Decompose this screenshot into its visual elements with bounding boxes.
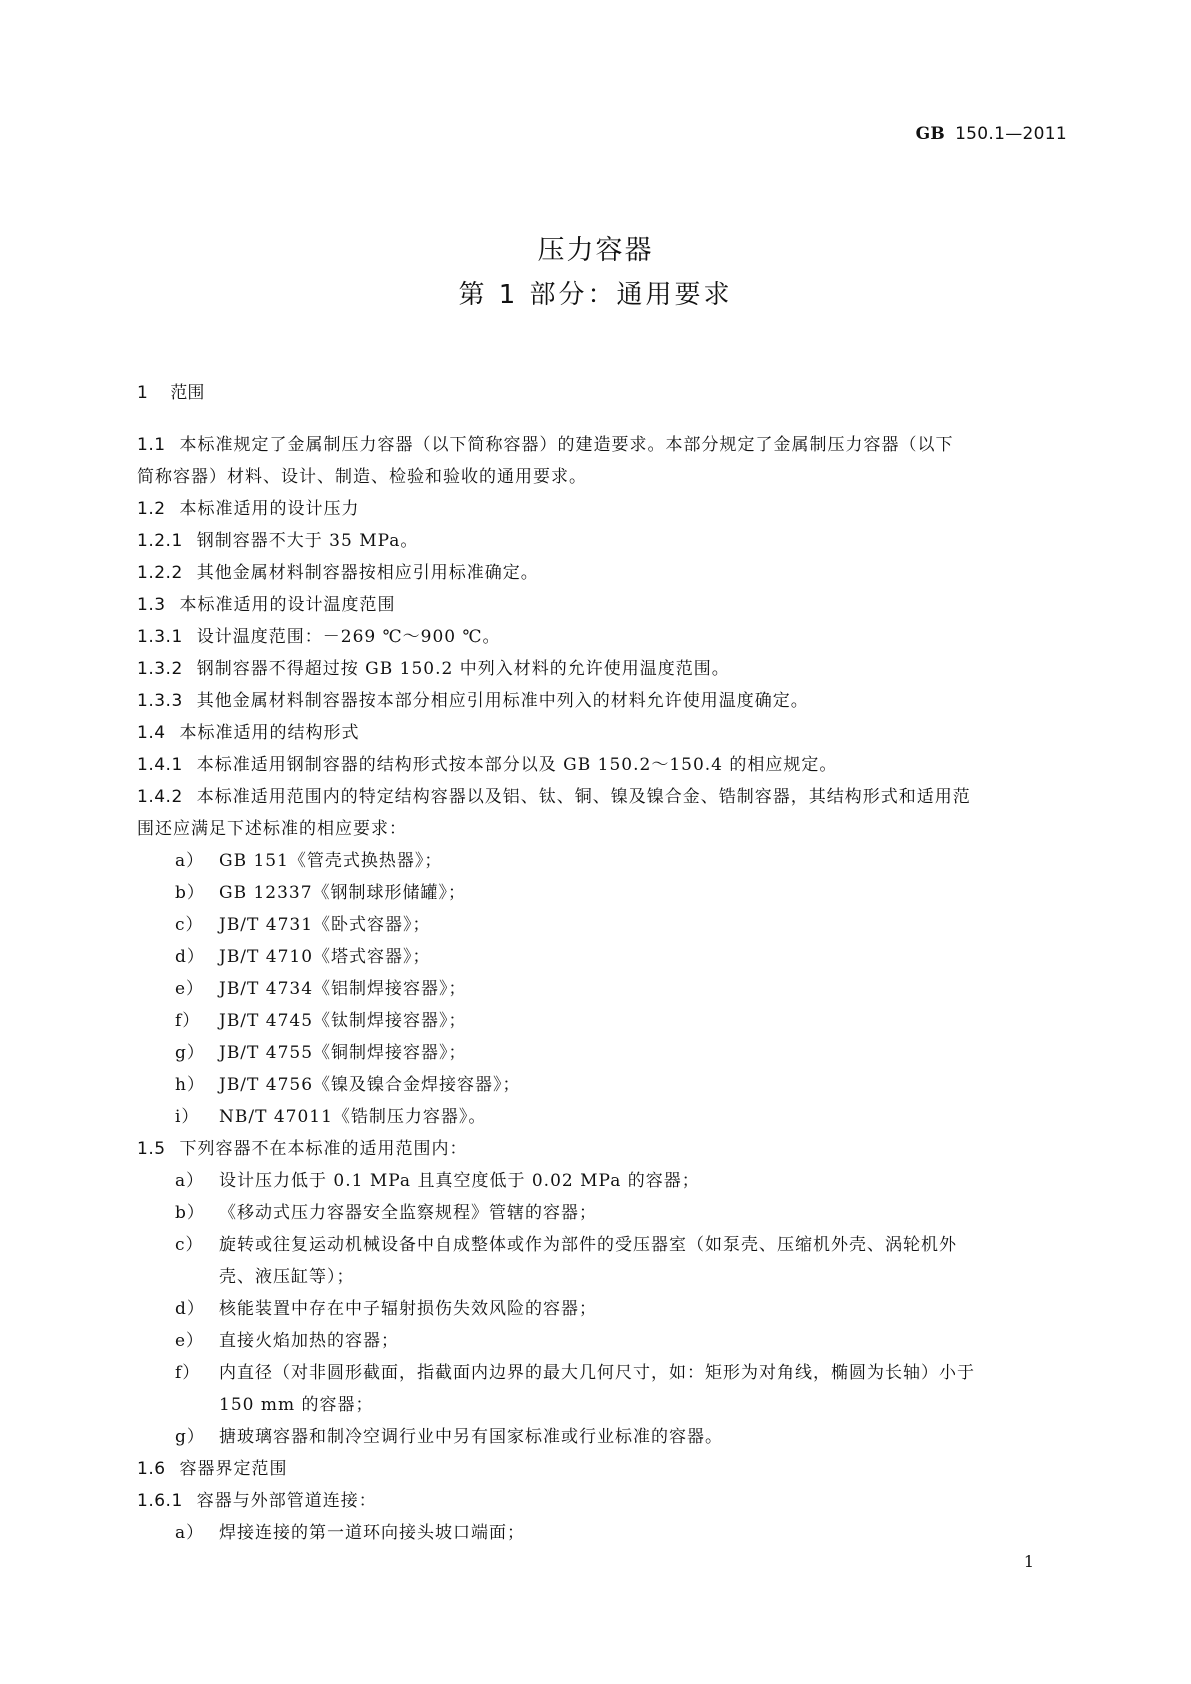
list-item: b） GB 12337《钢制球形储罐》； xyxy=(175,883,467,903)
page-number: 1 xyxy=(1023,1552,1034,1571)
list-item: a） GB 151《管壳式换热器》； xyxy=(175,851,443,871)
list-item: h） JB/T 4756《镍及镍合金焊接容器》； xyxy=(175,1075,521,1095)
clause-1-4-2-cont: 围还应满足下述标准的相应要求： xyxy=(137,819,407,839)
clause-1-6-1: 1.6.1 容器与外部管道连接： xyxy=(137,1491,377,1511)
clause-1-2: 1.2 本标准适用的设计压力 xyxy=(137,499,360,519)
section-heading-scope: 1 范围 xyxy=(137,383,205,403)
list-item: d） 核能装置中存在中子辐射损伤失效风险的容器； xyxy=(175,1299,597,1319)
clause-1-2-2: 1.2.2 其他金属材料制容器按相应引用标准确定。 xyxy=(137,563,539,583)
clause-1-6: 1.6 容器界定范围 xyxy=(137,1459,288,1479)
std-code: GB xyxy=(915,124,946,144)
clause-1-3-3: 1.3.3 其他金属材料制容器按本部分相应引用标准中列入的材料允许使用温度确定。 xyxy=(137,691,809,711)
list-item: e） JB/T 4734《铝制焊接容器》； xyxy=(175,979,467,999)
list-item: d） JB/T 4710《塔式容器》； xyxy=(175,947,431,967)
clause-1-1-cont: 简称容器）材料、设计、制造、检验和验收的通用要求。 xyxy=(137,467,587,487)
clause-1-3-2: 1.3.2 钢制容器不得超过按 GB 150.2 中列入材料的允许使用温度范围。 xyxy=(137,659,730,679)
list-item: i） NB/T 47011《锆制压力容器》。 xyxy=(175,1107,487,1127)
list-item: a） 焊接连接的第一道环向接头坡口端面； xyxy=(175,1523,525,1543)
standard-code-header xyxy=(916,124,1067,144)
list-item: a） 设计压力低于 0.1 MPa 且真空度低于 0.02 MPa 的容器； xyxy=(175,1171,700,1191)
list-item: c） JB/T 4731《卧式容器》； xyxy=(175,915,431,935)
clause-1-5: 1.5 下列容器不在本标准的适用范围内： xyxy=(137,1139,468,1159)
list-item: e） 直接火焰加热的容器； xyxy=(175,1331,399,1351)
list-item: g） JB/T 4755《铜制焊接容器》； xyxy=(175,1043,467,1063)
clause-1-4-2: 1.4.2 本标准适用范围内的特定结构容器以及铝、钛、铜、镍及镍合金、锆制容器，其结构形式和适用范 xyxy=(137,787,971,807)
clause-1-3-1: 1.3.1 设计温度范围：－269 ℃～900 ℃。 xyxy=(137,627,501,647)
clause-1-3: 1.3 本标准适用的设计温度范围 xyxy=(137,595,396,615)
list-item-cont: 壳、液压缸等）； xyxy=(219,1267,355,1287)
list-item: b） 《移动式压力容器安全监察规程》管辖的容器； xyxy=(175,1203,597,1223)
document-subtitle: 第 1 部分：通用要求 xyxy=(458,280,733,310)
clause-1-2-1: 1.2.1 钢制容器不大于 35 MPa。 xyxy=(137,531,419,551)
list-item: f） 内直径（对非圆形截面，指截面内边界的最大几何尺寸，如：矩形为对角线，椭圆为长轴）小于 xyxy=(175,1363,975,1383)
std-number: 150.1—2011 xyxy=(955,124,1067,144)
clause-1-1: 1.1 本标准规定了金属制压力容器（以下简称容器）的建造要求。本部分规定了金属制压力容器（以下 xyxy=(137,435,954,455)
list-item: c） 旋转或往复运动机械设备中自成整体或作为部件的受压器室（如泵壳、压缩机外壳、涡轮机外 xyxy=(175,1235,957,1255)
list-item: g） 搪玻璃容器和制冷空调行业中另有国家标准或行业标准的容器。 xyxy=(175,1427,723,1447)
clause-1-4-1: 1.4.1 本标准适用钢制容器的结构形式按本部分以及 GB 150.2～150.4 的相应规定。 xyxy=(137,755,838,775)
list-item-cont: 150 mm 的容器； xyxy=(219,1395,374,1415)
list-item: f） JB/T 4745《钛制焊接容器》； xyxy=(175,1011,467,1031)
document-title: 压力容器 xyxy=(537,235,654,266)
clause-1-4: 1.4 本标准适用的结构形式 xyxy=(137,723,360,743)
